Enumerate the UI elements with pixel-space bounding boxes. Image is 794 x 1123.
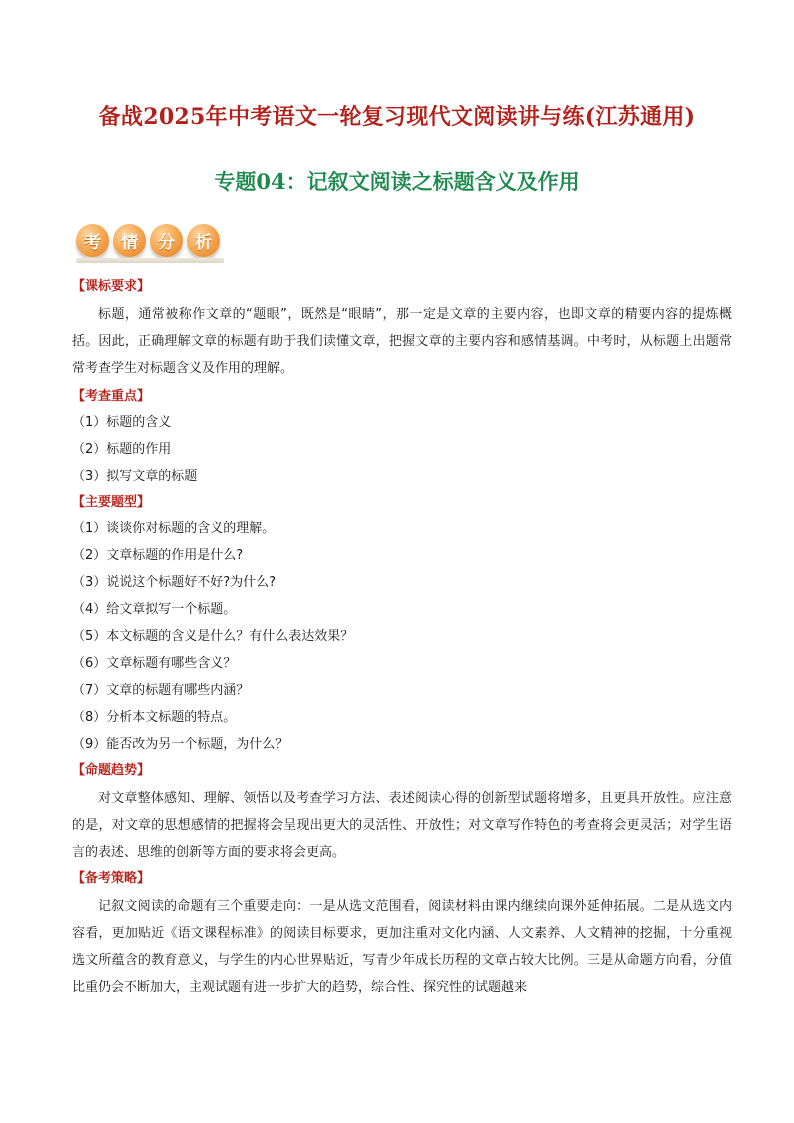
list-item: （5）本文标题的含义是什么？有什么表达效果？ bbox=[72, 629, 354, 644]
list-item: （1）标题的含义 bbox=[72, 415, 172, 430]
list-item: （3）拟写文章的标题 bbox=[72, 469, 198, 484]
list-item: （1）谈谈你对标题的含义的理解。 bbox=[72, 521, 276, 536]
list-item: （3）说说这个标题好不好?为什么? bbox=[72, 575, 277, 590]
badge-xi: 析 bbox=[187, 224, 220, 257]
section-paragraph: 标题，通常被称作文章的“题眼”，既然是“眼睛”，那一定是文章的主要内容，也即文章的精要内容的提炼概括。因此，正确理解文章的标题有助于我们读懂文章，把握文章的主要内容和感情基调。中考时，从标题上出题常常考查学生对标题含义及作用的理解。 bbox=[72, 307, 732, 376]
section-heading: 【主要题型】 bbox=[72, 495, 151, 510]
list-item: （2）文章标题的作用是什么? bbox=[72, 548, 244, 563]
section-heading: 【备考策略】 bbox=[72, 871, 151, 886]
badge-fen: 分 bbox=[150, 224, 183, 257]
analysis-badge-group bbox=[76, 224, 224, 264]
sub-title: 专题04：记叙文阅读之标题含义及作用 bbox=[214, 169, 580, 194]
list-item: （4）给文章拟写一个标题。 bbox=[72, 602, 237, 617]
section-types bbox=[72, 492, 732, 758]
list-item: （6）文章标题有哪些含义？ bbox=[72, 656, 237, 671]
section-paragraph: 记叙文阅读的命题有三个重要走向：一是从选文范围看，阅读材料由课内继续向课外延伸拓展。二是从选文内容看，更加贴近《语文课程标准》的阅读目标要求，更加注重对文化内涵、人文素养、人文精神的挖掘，十分重视选文所蕴含的教育意义，与学生的内心世界贴近，写青少年成长历程的文章占较大比例。三是从命题方向看，分值比重仍会不断加大，主观试题有进一步扩大的趋势，综合性、探究性的试题越来 bbox=[72, 899, 732, 995]
section-trend bbox=[72, 760, 732, 866]
content-body bbox=[72, 276, 732, 1001]
section-heading: 【课标要求】 bbox=[72, 279, 151, 294]
section-strategy bbox=[72, 868, 732, 1001]
section-focus bbox=[72, 386, 732, 490]
badge-qing: 情 bbox=[113, 224, 146, 257]
section-paragraph: 对文章整体感知、理解、领悟以及考查学习方法、表述阅读心得的创新型试题将增多，且更具开放性。应注意的是，对文章的思想感情的把握将会呈现出更大的灵活性、开放性；对文章写作特色的考查将会更灵活；对学生语言的表述、思维的创新等方面的要求将会更高。 bbox=[72, 791, 732, 860]
list-item: （7）文章的标题有哪些内涵？ bbox=[72, 683, 250, 698]
badge-shadow-base bbox=[76, 258, 224, 263]
section-heading: 【命题趋势】 bbox=[72, 763, 151, 778]
list-item: （8）分析本文标题的特点。 bbox=[72, 710, 237, 725]
list-item: （2）标题的作用 bbox=[72, 442, 172, 457]
badge-kao: 考 bbox=[76, 224, 109, 257]
main-title: 备战2025年中考语文一轮复习现代文阅读讲与练(江苏通用) bbox=[98, 104, 696, 130]
section-standard bbox=[72, 276, 732, 382]
section-heading: 【考查重点】 bbox=[72, 389, 151, 404]
list-item: （9）能否改为另一个标题，为什么？ bbox=[72, 737, 289, 752]
